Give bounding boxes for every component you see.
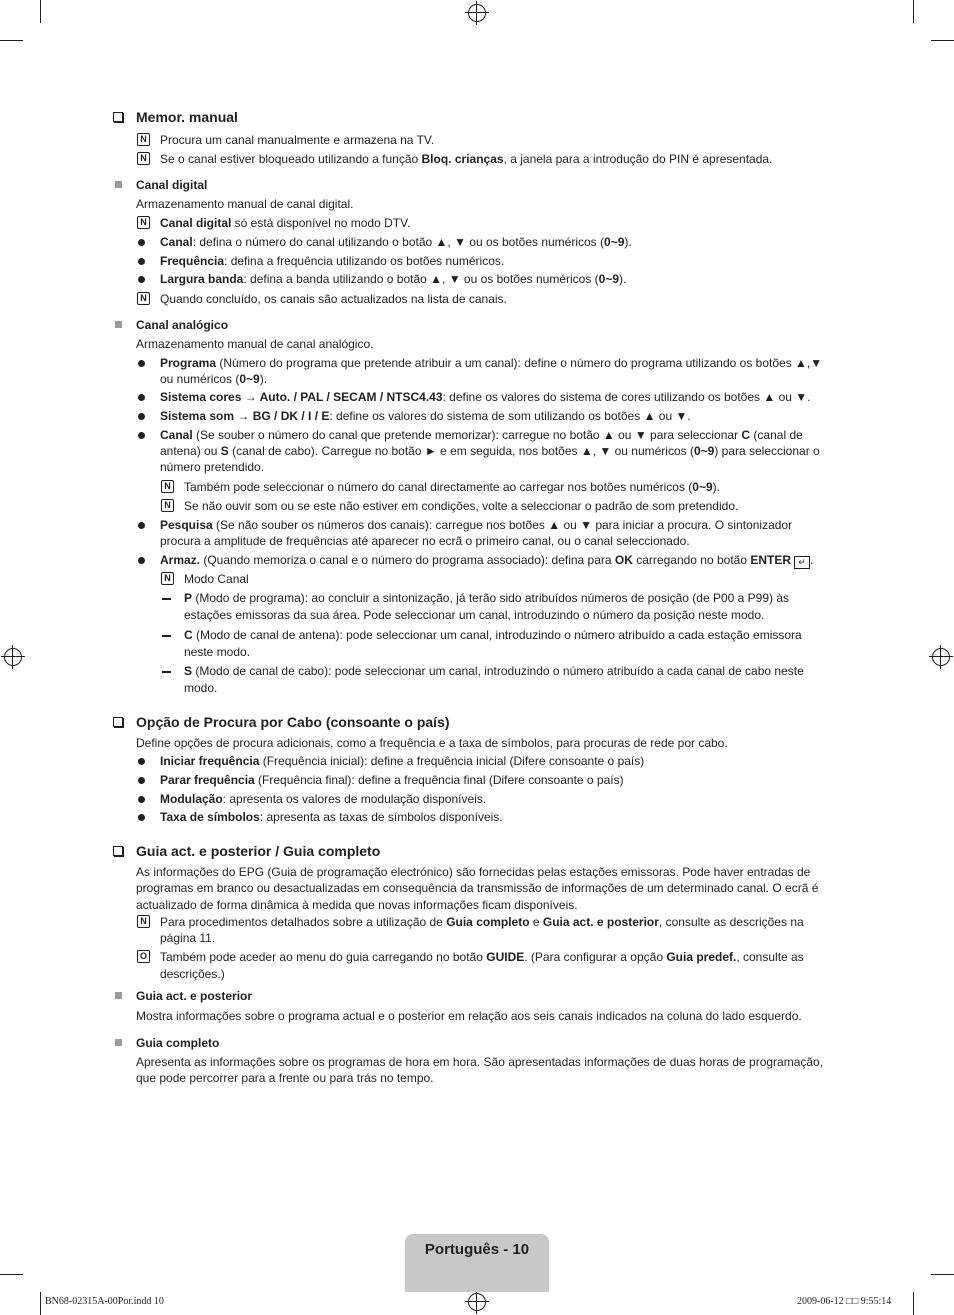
note-icon: N xyxy=(137,133,150,146)
crop-mark xyxy=(913,0,914,23)
list-item-continuation: modo. xyxy=(184,681,218,695)
list-item-continuation: antena) ou S (canal de cabo). Carregue no botão ► e em seguida, nos botões ▲, ▼ ou numéricos (0~9) para seleccionar o xyxy=(160,444,820,458)
note-icon: N xyxy=(137,152,150,165)
paragraph: Armazenamento manual de canal digital. xyxy=(136,197,354,211)
bullet-icon xyxy=(138,413,145,420)
print-slug-right: 2009-06-12 □□ 9:55:14 xyxy=(797,1296,892,1307)
list-item: P (Modo de programa): ao concluir a sintonização, já terão sido atribuídos números de posição (de P00 a P99) às xyxy=(184,591,790,605)
checkbox-bullet-icon xyxy=(113,846,123,856)
bullet-icon xyxy=(138,360,145,367)
list-item: Sistema cores → Auto. / PAL / SECAM / NTSC4.43: define os valores do sistema de cores utilizando os botões ▲ ou ▼. xyxy=(160,390,811,404)
list-item-continuation: estações emissoras da sua área. Pode seleccionar um canal, introduzindo o número da posição neste modo. xyxy=(184,608,765,622)
note-text: Se o canal estiver bloqueado utilizando a função Bloq. crianças, a janela para a introdução do PIN é apresentada. xyxy=(160,152,773,166)
crop-mark xyxy=(0,40,23,41)
remote-note-icon: O xyxy=(137,950,150,963)
dash-bullet-icon xyxy=(162,671,171,673)
print-slug-left: BN68-02315A-00Por.indd 10 xyxy=(45,1296,164,1307)
bullet-icon xyxy=(138,796,145,803)
paragraph: Armazenamento manual de canal analógico. xyxy=(136,337,374,351)
paragraph: que pode percorrer para a frente ou para trás no tempo. xyxy=(136,1071,434,1085)
paragraph: As informações do EPG (Guia de programação electrónico) são fornecidas pelas estações emissoras. Pode haver entradas de xyxy=(136,865,811,879)
section-title: Guia act. e posterior / Guia completo xyxy=(136,843,381,859)
note-text: Também pode seleccionar o número do canal directamente ao carregar nos botões numéricos (0~9). xyxy=(184,480,720,494)
paragraph: actualizado de forma dinâmica à medida que novas informações ficam disponíveis. xyxy=(136,898,578,912)
list-item-continuation: neste modo. xyxy=(184,645,251,659)
registration-mark-icon xyxy=(468,4,486,22)
list-item: Parar frequência (Frequência final): define a frequência final (Difere consoante o país) xyxy=(160,773,624,787)
list-item: Modulação: apresenta os valores de modulação disponíveis. xyxy=(160,792,487,806)
note-icon: N xyxy=(137,216,150,229)
registration-mark-icon xyxy=(468,1293,486,1311)
list-item: S (Modo de canal de cabo): pode seleccionar um canal, introduzindo o número atribuído a cada canal de cabo neste xyxy=(184,664,804,678)
list-item: Armaz. (Quando memoriza o canal e o número do programa associado): defina para OK carregando no botão ENTER ↵ . xyxy=(160,553,814,567)
registration-mark-icon xyxy=(4,648,22,666)
square-bullet-icon xyxy=(115,1039,122,1046)
subsection-title: Guia completo xyxy=(136,1036,220,1050)
list-item: Pesquisa (Se não souber os números dos canais): carregue nos botões ▲ ou ▼ para iniciar a procura. O sintonizador xyxy=(160,518,793,532)
list-item: Programa (Número do programa que pretende atribuir a um canal): define o número do programa utilizando os botões ▲,▼ xyxy=(160,356,823,370)
subsection-title: Canal digital xyxy=(136,178,208,192)
bullet-icon xyxy=(138,758,145,765)
square-bullet-icon xyxy=(115,181,122,188)
note-text-continuation: página 11. xyxy=(160,931,216,945)
list-item: Taxa de símbolos: apresenta as taxas de símbolos disponíveis. xyxy=(160,810,503,824)
square-bullet-icon xyxy=(115,321,122,328)
section-title: Memor. manual xyxy=(136,109,238,125)
note-text: Procura um canal manualmente e armazena na TV. xyxy=(160,133,435,147)
paragraph: Define opções de procura adicionais, como a frequência e a taxa de símbolos, para procuras de rede por cabo. xyxy=(136,736,728,750)
bullet-icon xyxy=(138,522,145,529)
square-bullet-icon xyxy=(115,992,122,999)
section-title: Opção de Procura por Cabo (consoante o país) xyxy=(136,714,450,730)
paragraph: Apresenta as informações sobre os programas de hora em hora. São apresentadas informações de duas horas de programação, xyxy=(136,1055,824,1069)
enter-icon: ↵ xyxy=(794,556,810,569)
list-item-continuation: ou numéricos (0~9). xyxy=(160,372,268,386)
list-item-continuation: procura a amplitude de frequências até aparecer no ecrã o primeiro canal, ou o canal seleccionado. xyxy=(160,534,690,548)
registration-mark-icon xyxy=(932,648,950,666)
note-icon: N xyxy=(137,915,150,928)
page-number: Português - 10 xyxy=(424,1241,530,1258)
note-icon: N xyxy=(161,480,174,493)
list-item-continuation: número pretendido. xyxy=(160,460,265,474)
dash-bullet-icon xyxy=(162,635,171,637)
bullet-icon xyxy=(138,239,145,246)
paragraph: Mostra informações sobre o programa actual e o posterior em relação aos seis canais indicados na coluna do lado esquerdo. xyxy=(136,1009,802,1023)
bullet-icon xyxy=(138,258,145,265)
note-text: Também pode aceder ao menu do guia carregando no botão GUIDE. (Para configurar a opção Guia predef., consulte as xyxy=(160,950,804,964)
bullet-icon xyxy=(138,432,145,439)
note-text: Modo Canal xyxy=(184,572,249,586)
crop-mark xyxy=(0,1274,23,1275)
note-icon: N xyxy=(137,292,150,305)
bullet-icon xyxy=(138,557,145,564)
dash-bullet-icon xyxy=(162,598,171,600)
list-item: Iniciar frequência (Frequência inicial): define a frequência inicial (Difere consoante o país) xyxy=(160,754,645,768)
list-item: Canal (Se souber o número do canal que pretende memorizar): carregue no botão ▲ ou ▼ para seleccionar C (canal de xyxy=(160,428,803,442)
crop-mark xyxy=(40,1292,41,1315)
crop-mark xyxy=(931,40,954,41)
list-item: Largura banda: defina a banda utilizando o botão ▲, ▼ ou os botões numéricos (0~9). xyxy=(160,272,627,286)
list-item: Sistema som → BG / DK / I / E: define os valores do sistema de som utilizando os botões ▲ ou ▼. xyxy=(160,409,691,423)
list-item: Canal: defina o número do canal utilizando o botão ▲, ▼ ou os botões numéricos (0~9). xyxy=(160,235,632,249)
crop-mark xyxy=(913,1292,914,1315)
list-item: C (Modo de canal de antena): pode seleccionar um canal, introduzindo o número atribuído a cada estação emissora xyxy=(184,628,802,642)
note-icon: N xyxy=(161,572,174,585)
subsection-title: Canal analógico xyxy=(136,318,229,332)
checkbox-bullet-icon xyxy=(113,112,123,122)
note-text: Canal digital só está disponível no modo DTV. xyxy=(160,216,411,230)
note-text: Quando concluído, os canais são actualizados na lista de canais. xyxy=(160,292,507,306)
crop-mark xyxy=(40,0,41,23)
checkbox-bullet-icon xyxy=(113,717,123,727)
note-text: Se não ouvir som ou se este não estiver em condições, volte a seleccionar o padrão de som pretendido. xyxy=(184,499,739,513)
note-text: Para procedimentos detalhados sobre a utilização de Guia completo e Guia act. e posterior, consulte as descrições na xyxy=(160,915,804,929)
paragraph: programas em branco ou desactualizadas em consequência da transmissão de informações de um determinado canal. O ecrã é xyxy=(136,881,819,895)
subsection-title: Guia act. e posterior xyxy=(136,989,253,1003)
list-item: Frequência: defina a frequência utilizando os botões numéricos. xyxy=(160,254,505,268)
bullet-icon xyxy=(138,777,145,784)
crop-mark xyxy=(931,1274,954,1275)
bullet-icon xyxy=(138,814,145,821)
note-icon: N xyxy=(161,499,174,512)
note-text-continuation: descrições.) xyxy=(160,967,225,981)
bullet-icon xyxy=(138,276,145,283)
bullet-icon xyxy=(138,394,145,401)
